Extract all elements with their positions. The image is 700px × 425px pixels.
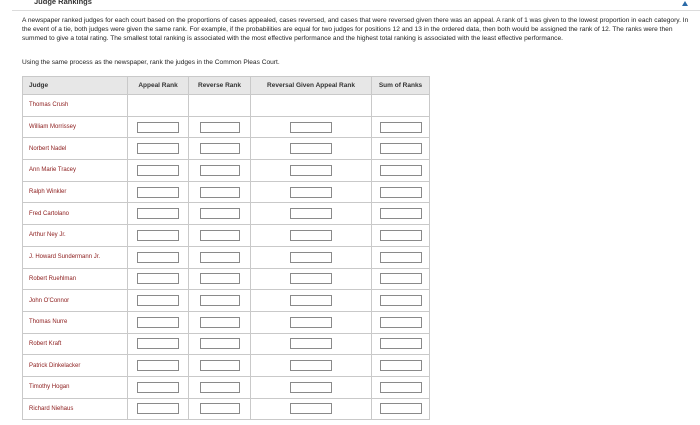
appeal-rank-input[interactable] xyxy=(137,143,179,154)
reverse-rank-input[interactable] xyxy=(200,187,240,198)
table-row xyxy=(23,246,430,268)
sum-of-ranks-input[interactable] xyxy=(380,252,422,263)
reversal-given-appeal-rank-input[interactable] xyxy=(290,382,332,393)
sum-of-ranks-input[interactable] xyxy=(380,143,422,154)
rank-cell xyxy=(251,333,372,355)
rank-cell xyxy=(372,355,430,377)
reversal-given-appeal-rank-input[interactable] xyxy=(290,143,332,154)
judge-name: Ann Marie Tracey xyxy=(23,160,128,182)
rank-cell xyxy=(189,203,251,225)
appeal-rank-input[interactable] xyxy=(137,295,179,306)
reverse-rank-input[interactable] xyxy=(200,208,240,219)
sum-of-ranks-input[interactable] xyxy=(380,295,422,306)
reversal-given-appeal-rank-input[interactable] xyxy=(290,122,332,133)
reversal-given-appeal-rank-input[interactable] xyxy=(290,295,332,306)
judge-name: J. Howard Sundermann Jr. xyxy=(23,246,128,268)
appeal-rank-input[interactable] xyxy=(137,165,179,176)
section-title: Judge Rankings xyxy=(34,0,92,6)
judge-rankings-table xyxy=(22,76,430,420)
rank-cell xyxy=(372,398,430,420)
rank-cell xyxy=(189,138,251,160)
rank-cell xyxy=(372,225,430,247)
rank-cell xyxy=(372,311,430,333)
judge-name: Timothy Hogan xyxy=(23,376,128,398)
table-row xyxy=(23,203,430,225)
sum-of-ranks-input[interactable] xyxy=(380,230,422,241)
judge-name: Thomas Nurre xyxy=(23,311,128,333)
judge-name: Norbert Nadel xyxy=(23,138,128,160)
rank-cell xyxy=(251,95,372,117)
rank-cell xyxy=(189,116,251,138)
reversal-given-appeal-rank-input[interactable] xyxy=(290,360,332,371)
rank-cell xyxy=(189,95,251,117)
rank-cell xyxy=(128,398,189,420)
rank-cell xyxy=(128,246,189,268)
reverse-rank-input[interactable] xyxy=(200,252,240,263)
appeal-rank-input[interactable] xyxy=(137,273,179,284)
rank-cell xyxy=(372,376,430,398)
table-row xyxy=(23,138,430,160)
sum-of-ranks-input[interactable] xyxy=(380,403,422,414)
appeal-rank-input[interactable] xyxy=(137,338,179,349)
column-header-reversal-given-appeal-rank: Reversal Given Appeal Rank xyxy=(251,77,372,95)
rank-cell xyxy=(128,290,189,312)
rank-cell xyxy=(251,181,372,203)
sub-instruction-text: Using the same process as the newspaper, rank the judges in the Common Pleas Court. xyxy=(22,59,280,66)
rank-cell xyxy=(128,95,189,117)
rank-cell xyxy=(251,355,372,377)
reverse-rank-input[interactable] xyxy=(200,165,240,176)
reversal-given-appeal-rank-input[interactable] xyxy=(290,338,332,349)
rank-cell xyxy=(128,376,189,398)
table-row xyxy=(23,376,430,398)
sum-of-ranks-input[interactable] xyxy=(380,360,422,371)
table-row xyxy=(23,181,430,203)
rank-cell xyxy=(251,160,372,182)
sum-of-ranks-input[interactable] xyxy=(380,122,422,133)
column-header-judge: Judge xyxy=(23,77,128,95)
column-header-reverse-rank: Reverse Rank xyxy=(189,77,251,95)
rank-cell xyxy=(251,290,372,312)
rank-cell xyxy=(189,181,251,203)
section-header xyxy=(12,0,700,11)
table-row xyxy=(23,225,430,247)
rank-cell xyxy=(128,203,189,225)
rank-cell xyxy=(372,246,430,268)
table-row xyxy=(23,160,430,182)
rank-cell xyxy=(251,246,372,268)
judge-name: Robert Kraft xyxy=(23,333,128,355)
rank-cell xyxy=(251,376,372,398)
table-row xyxy=(23,311,430,333)
table-row xyxy=(23,333,430,355)
appeal-rank-input[interactable] xyxy=(137,360,179,371)
rank-cell xyxy=(189,355,251,377)
rank-cell xyxy=(372,116,430,138)
triangle-up-icon[interactable] xyxy=(682,1,688,6)
reverse-rank-input[interactable] xyxy=(200,122,240,133)
table-row xyxy=(23,355,430,377)
appeal-rank-input[interactable] xyxy=(137,252,179,263)
rank-cell xyxy=(372,181,430,203)
judge-name: Arthur Ney Jr. xyxy=(23,225,128,247)
sum-of-ranks-input[interactable] xyxy=(380,382,422,393)
reverse-rank-input[interactable] xyxy=(200,295,240,306)
reverse-rank-input[interactable] xyxy=(200,360,240,371)
sum-of-ranks-input[interactable] xyxy=(380,273,422,284)
rank-cell xyxy=(189,376,251,398)
rank-cell xyxy=(189,398,251,420)
judge-name: Robert Ruehlman xyxy=(23,268,128,290)
appeal-rank-input[interactable] xyxy=(137,403,179,414)
column-header-appeal-rank: Appeal Rank xyxy=(128,77,189,95)
table-row xyxy=(23,95,430,117)
judge-name: John O'Connor xyxy=(23,290,128,312)
rank-cell xyxy=(189,225,251,247)
table-row xyxy=(23,268,430,290)
rank-cell xyxy=(189,268,251,290)
appeal-rank-input[interactable] xyxy=(137,230,179,241)
rank-cell xyxy=(251,203,372,225)
appeal-rank-input[interactable] xyxy=(137,317,179,328)
rank-cell xyxy=(251,116,372,138)
judge-name: Patrick Dinkelacker xyxy=(23,355,128,377)
reversal-given-appeal-rank-input[interactable] xyxy=(290,252,332,263)
rank-cell xyxy=(251,268,372,290)
rank-cell xyxy=(189,246,251,268)
rank-cell xyxy=(128,181,189,203)
reversal-given-appeal-rank-input[interactable] xyxy=(290,230,332,241)
reverse-rank-input[interactable] xyxy=(200,143,240,154)
appeal-rank-input[interactable] xyxy=(137,122,179,133)
table-body xyxy=(23,95,430,420)
instructions-text: A newspaper ranked judges for each court based on the proportions of cases appealed, cases reversed, and cases that were reversed given there was an appeal. A rank of 1 was given to the lowest proportion in each category. In the event of a tie, both judges were given the same rank. For example, if the probabilities are equal for two judges for positions 12 and 13 in the ordered data, then both would be assigned the rank of 12. The ranks were then summed to give a total rating. The smallest total ranking is associated with the most effective performance and the highest total ranking is associated with the least effective performance. xyxy=(22,17,689,42)
judge-name: Ralph Winkler xyxy=(23,181,128,203)
reverse-rank-input[interactable] xyxy=(200,382,240,393)
rank-cell xyxy=(128,311,189,333)
reverse-rank-input[interactable] xyxy=(200,273,240,284)
reverse-rank-input[interactable] xyxy=(200,338,240,349)
judge-name: William Morrissey xyxy=(23,116,128,138)
reversal-given-appeal-rank-input[interactable] xyxy=(290,403,332,414)
rank-cell xyxy=(128,333,189,355)
table-row xyxy=(23,398,430,420)
rank-cell xyxy=(189,333,251,355)
reversal-given-appeal-rank-input[interactable] xyxy=(290,187,332,198)
rank-cell xyxy=(251,138,372,160)
rank-cell xyxy=(128,225,189,247)
appeal-rank-input[interactable] xyxy=(137,187,179,198)
rank-cell xyxy=(372,268,430,290)
sum-of-ranks-input[interactable] xyxy=(380,165,422,176)
reverse-rank-input[interactable] xyxy=(200,403,240,414)
reversal-given-appeal-rank-input[interactable] xyxy=(290,273,332,284)
reversal-given-appeal-rank-input[interactable] xyxy=(290,317,332,328)
sum-of-ranks-input[interactable] xyxy=(380,317,422,328)
judge-name: Thomas Crush xyxy=(23,95,128,117)
reversal-given-appeal-rank-input[interactable] xyxy=(290,208,332,219)
reverse-rank-input[interactable] xyxy=(200,230,240,241)
reverse-rank-input[interactable] xyxy=(200,317,240,328)
table-row xyxy=(23,290,430,312)
rank-cell xyxy=(189,290,251,312)
rank-cell xyxy=(128,160,189,182)
rank-cell xyxy=(372,95,430,117)
column-header-sum-of-ranks: Sum of Ranks xyxy=(372,77,430,95)
table-row xyxy=(23,116,430,138)
reversal-given-appeal-rank-input[interactable] xyxy=(290,165,332,176)
sum-of-ranks-input[interactable] xyxy=(380,187,422,198)
rank-cell xyxy=(128,268,189,290)
appeal-rank-input[interactable] xyxy=(137,382,179,393)
rank-cell xyxy=(372,138,430,160)
sum-of-ranks-input[interactable] xyxy=(380,338,422,349)
rank-cell xyxy=(251,398,372,420)
table-header-row xyxy=(23,77,430,95)
rank-cell xyxy=(372,290,430,312)
rank-cell xyxy=(372,333,430,355)
judge-name: Richard Niehaus xyxy=(23,398,128,420)
sum-of-ranks-input[interactable] xyxy=(380,208,422,219)
judge-name: Fred Cartolano xyxy=(23,203,128,225)
appeal-rank-input[interactable] xyxy=(137,208,179,219)
rank-cell xyxy=(128,355,189,377)
rank-cell xyxy=(189,160,251,182)
rank-cell xyxy=(251,225,372,247)
rank-cell xyxy=(372,160,430,182)
rank-cell xyxy=(251,311,372,333)
rank-cell xyxy=(372,203,430,225)
rank-cell xyxy=(128,138,189,160)
rank-cell xyxy=(189,311,251,333)
rank-cell xyxy=(128,116,189,138)
